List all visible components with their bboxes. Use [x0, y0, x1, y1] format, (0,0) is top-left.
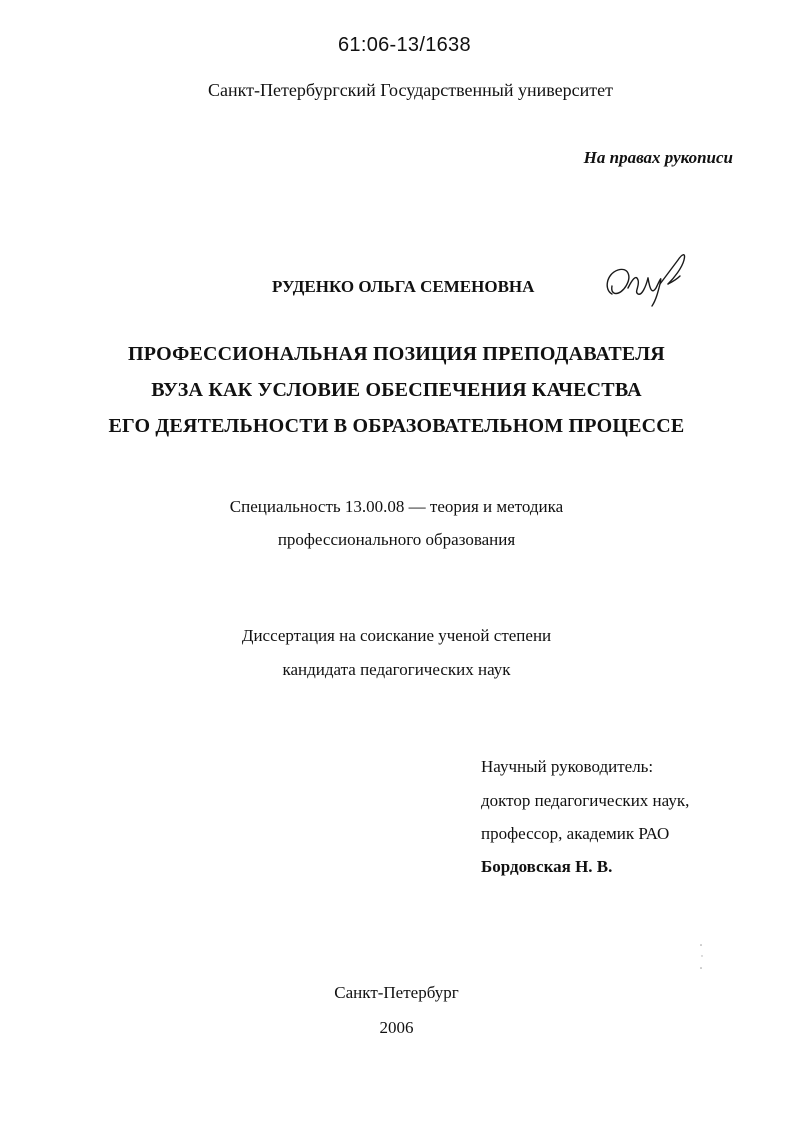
specialty-line-1: Специальность 13.00.08 — теория и методика: [229, 497, 564, 516]
rights-note: На правах рукописи: [583, 148, 733, 167]
scan-specks: [698, 942, 706, 976]
author-signature: [598, 250, 694, 308]
specialty-line-2: профессионального образования: [277, 530, 516, 549]
university-name: Санкт-Петербургский Государственный университет: [208, 80, 613, 100]
title-line-2: ВУЗА КАК УСЛОВИЕ ОБЕСПЕЧЕНИЯ КАЧЕСТВА: [151, 379, 642, 401]
title-line-3: ЕГО ДЕЯТЕЛЬНОСТИ В ОБРАЗОВАТЕЛЬНОМ ПРОЦЕССЕ: [108, 415, 685, 437]
supervisor-degree: доктор педагогических наук,: [481, 791, 690, 810]
year: 2006: [379, 1018, 414, 1037]
supervisor-name: Бордовская Н. В.: [481, 857, 613, 876]
dissertation-line-1: Диссертация на соискание ученой степени: [241, 626, 552, 645]
author-name: РУДЕНКО ОЛЬГА СЕМЕНОВНА: [272, 277, 535, 296]
title-line-1: ПРОФЕССИОНАЛЬНАЯ ПОЗИЦИЯ ПРЕПОДАВАТЕЛЯ: [128, 343, 665, 365]
dissertation-line-2: кандидата педагогических наук: [282, 660, 511, 679]
catalog-code: 61:06-13/1638: [338, 34, 471, 56]
city: Санкт-Петербург: [334, 983, 459, 1002]
supervisor-label: Научный руководитель:: [481, 757, 654, 776]
supervisor-title: профессор, академик РАО: [481, 824, 670, 843]
